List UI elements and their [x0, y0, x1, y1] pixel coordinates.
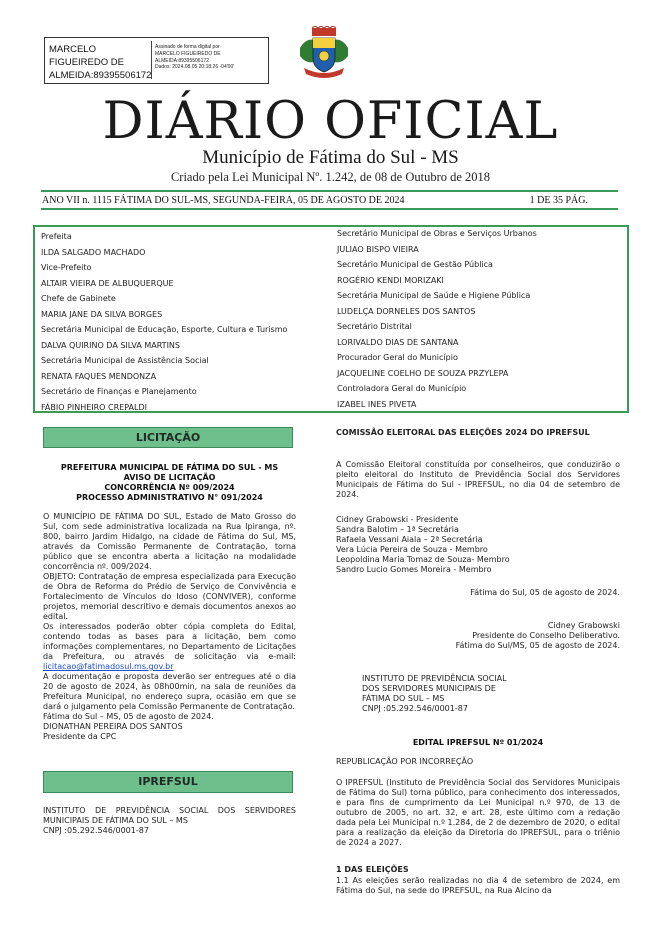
- edition-line: [42, 195, 618, 206]
- licitacao-heading-line: CONCORRÊNCIA Nº 009/2024: [104, 483, 235, 492]
- licitacao-heading: [43, 463, 296, 503]
- page-count: 1 DE 35 PÁG.: [529, 195, 588, 206]
- licitacao-paragraph: O MUNICÍPIO DE FÁTIMA DO SUL, Estado de Mato Grosso do Sul, com sede administrativa localizada na Rua Ipiranga, nº. 800, bairro Jardim Hidalgo, na cidade de Fátima do Sul, MS, através da Comissão Permanente de Contratação, torna público que se encontra aberta a licitação na modalidade concorrência nº. 009/2024.: [43, 512, 296, 571]
- signature-detail-line: MARCELO FIGUEIREDO DE: [155, 50, 221, 57]
- admin-entry: Secretário Municipal de Gestão Pública: [337, 260, 493, 269]
- administration-right-column: [337, 226, 537, 412]
- comissao-title: COMISSÃO ELEITORAL DAS ELEIÇÕES 2024 DO IPREFSUL: [336, 428, 590, 437]
- admin-entry: ILDA SALGADO MACHADO: [41, 247, 146, 257]
- admin-entry: MARIA JANE DA SILVA BORGES: [41, 309, 163, 319]
- signature-details: [155, 44, 267, 71]
- institute-line: FÁTIMA DO SUL – MS: [362, 694, 445, 703]
- comissao-signer-name: Cidney Grabowski: [547, 621, 620, 630]
- iprefsul-name: INSTITUTO DE PREVIDÊNCIA SOCIAL DOS SERVIDORES MUNICIPAIS DE FÁTIMA DO SUL – MS: [43, 806, 296, 825]
- email-link[interactable]: licitacao@fatimadosul.ms.gov.br: [43, 662, 174, 671]
- admin-entry: Secretário de Finanças e Planejamento: [41, 387, 197, 396]
- admin-entry: LORIVALDO DIAS DE SANTANA: [337, 337, 459, 347]
- admin-entry: LUDELÇA DORNELES DOS SANTOS: [337, 306, 476, 316]
- digital-signature-box: [44, 37, 269, 84]
- admin-entry: JACQUELINE COELHO DE SOUZA PRZYLEPA: [337, 368, 509, 378]
- admin-entry: Secretária Municipal de Saúde e Higiene Pública: [337, 291, 531, 300]
- bottom-divider: [41, 208, 618, 210]
- member-item: Vera Lúcia Pereira de Souza - Membro: [336, 545, 488, 554]
- comissao-members: [336, 515, 620, 575]
- creation-law: Criado pela Lei Municipal Nº. 1.242, de 08 de Outubro de 2018: [170, 170, 491, 184]
- edital-paragraph: O IPREFSUL (Instituto de Previdência Social dos Servidores Municipais de Fátima do Sul) torna público, para conhecimento dos interessados, e para fins de cumprimento da Lei Municipal n.º 970, de 13 de outubro de 2005, no art. 32, e art. 28, este último com a redação dada pela Lei Municipal n.º 1.284, de 2 de dezembro de 2020, o edital para a realização da eleição da Diretoria do IPREFSUL, para o triênio de 2024 a 2027.: [336, 778, 620, 847]
- admin-entry: Controladora Geral do Município: [337, 384, 467, 393]
- institute-block: [362, 674, 612, 714]
- licitacao-heading-line: PREFEITURA MUNICIPAL DE FÁTIMA DO SUL - MS: [60, 463, 279, 472]
- signature-detail-line: ALMEIDA:89395506172: [155, 57, 209, 64]
- comissao-intro: A Comissão Eleitoral constituída por conselheiros, que conduzirão o pleito eleitoral do Instituto de Previdência Social dos Servidores Municipais de Fátima do Sul - IPREFSUL, no dia 04 de setembro de 2024.: [336, 460, 620, 499]
- iprefsul-banner: IPREFSUL: [43, 771, 293, 793]
- admin-entry: FÁBIO PINHEIRO CREPALDI: [41, 402, 147, 412]
- licitacao-body: [43, 512, 296, 742]
- comissao-signature: [336, 621, 620, 651]
- signature-detail-line: Assinado de forma digital por: [155, 44, 220, 50]
- member-item: Rafaela Vessani Aiala – 2ª Secretária: [336, 535, 483, 544]
- edital-paragraph: 1.1 As eleições serão realizadas no dia 4 de setembro de 2024, em Fátima do Sul, na sede do IPREFSUL, na Rua Alcino da: [336, 876, 620, 895]
- admin-entry: Secretário Municipal de Obras e Serviços Urbanos: [337, 229, 537, 238]
- newspaper-title: DIÁRIO OFICIAL: [102, 92, 559, 151]
- admin-entry: IZABEL INES PIVETA: [337, 399, 417, 409]
- admin-entry: DALVA QUIRINO DA SILVA MARTINS: [41, 340, 180, 350]
- licitacao-signer: DIONATHAN PEREIRA DOS SANTOS: [43, 722, 183, 731]
- admin-entry: Secretário Distrital: [337, 322, 412, 331]
- signer-name: MARCELO FIGUEIREDO DE ALMEIDA:89395506172: [49, 44, 152, 81]
- edital-section-heading: 1 DAS ELEIÇÕES: [336, 865, 409, 874]
- licitacao-banner: LICITAÇÃO: [43, 427, 293, 448]
- institute-line: DOS SERVIDORES MUNICIPAIS DE: [362, 684, 496, 693]
- edital-title: EDITAL IPREFSUL Nº 01/2024: [412, 738, 544, 747]
- licitacao-heading-line: PROCESSO ADMINISTRATIVO N° 091/2024: [76, 493, 263, 502]
- licitacao-heading-line: AVISO DE LICITAÇÃO: [123, 473, 216, 482]
- admin-entry: ROGÉRIO KENDI MORIZAKI: [337, 275, 444, 285]
- licitacao-date: Fátima do Sul – MS, 05 de agosto de 2024.: [43, 712, 214, 721]
- institute-line: CNPJ :05.292.546/0001-87: [362, 704, 468, 713]
- admin-entry: RENATA FAQUES MENDONZA: [41, 371, 157, 381]
- licitacao-contact-text: Os interessados poderão obter cópia completa do Edital, contendo todas as bases para a licitação, bem como informações complementares, no Departamento de Licitações da Prefeitura, ou através de solicitação via e-mail:: [43, 622, 296, 661]
- member-item: Sandro Lucio Gomes Moreira - Membro: [336, 565, 492, 574]
- top-divider: [41, 190, 618, 192]
- member-item: Cidney Grabowski - Presidente: [336, 515, 459, 524]
- edition-info: ANO VII n. 1115 FÁTIMA DO SUL-MS, SEGUNDA-FEIRA, 05 DE AGOSTO DE 2024: [42, 195, 405, 206]
- admin-entry: Secretária Municipal de Educação, Esporte, Cultura e Turismo: [41, 325, 288, 334]
- signature-detail-line: Dados: 2024.08.05 20:18:26 -04'00': [155, 64, 235, 71]
- licitacao-role: Presidente da CPC: [43, 732, 117, 741]
- comissao-signer-role: Presidente do Conselho Deliberativo.: [472, 631, 620, 640]
- iprefsul-cnpj: CNPJ :05.292.546/0001-87: [43, 826, 149, 835]
- licitacao-paragraph: A documentação e proposta deverão ser entregues até o dia 20 de agosto de 2024, às 08h00min, na sala de reuniões da Prefeitura Municipal, no endereço supra, ocasião em que se dará o julgamento pela Comissão Permanente de Contratação.: [43, 672, 296, 711]
- member-item: Leopoldina Maria Tomaz de Souza- Membro: [336, 555, 510, 564]
- administration-left-column: [41, 229, 287, 415]
- licitacao-paragraph: [43, 622, 296, 672]
- admin-entry: Secretária Municipal de Assistência Social: [41, 356, 209, 365]
- iprefsul-info: [43, 806, 296, 836]
- admin-entry: Procurador Geral do Município: [337, 353, 458, 362]
- comissao-date: Fátima do Sul, 05 de agosto de 2024.: [470, 588, 620, 597]
- member-item: Sandra Balotim – 1ª Secretária: [336, 525, 459, 534]
- edital-republication: REPUBLICAÇÃO POR INCORREÇÃO: [336, 757, 474, 766]
- administration-box: [33, 225, 629, 413]
- admin-entry: Vice-Prefeito: [41, 263, 92, 272]
- signature-divider: [151, 41, 152, 79]
- admin-entry: Prefeita: [41, 232, 72, 241]
- admin-entry: Chefe de Gabinete: [41, 294, 116, 303]
- newspaper-subtitle: Município de Fátima do Sul - MS: [202, 147, 459, 168]
- institute-line: INSTITUTO DE PREVIDÊNCIA SOCIAL: [362, 674, 507, 683]
- municipal-crest-icon: [296, 26, 352, 80]
- admin-entry: ALTAIR VIEIRA DE ALBUQUERQUE: [41, 278, 174, 288]
- comissao-signature-date: Fátima do Sul/MS, 05 de agosto de 2024.: [455, 641, 620, 650]
- admin-entry: JULIAO BISPO VIEIRA: [337, 244, 419, 254]
- licitacao-paragraph: OBJETO: Contratação de empresa especializada para Execução de Obra de Reforma do Prédio de Serviço de Convivência e Fortalecimento de Vínculos do Idoso (CONVIVER), conforme projetos, memorial descritivo e demais documentos anexos ao edital.: [43, 572, 296, 621]
